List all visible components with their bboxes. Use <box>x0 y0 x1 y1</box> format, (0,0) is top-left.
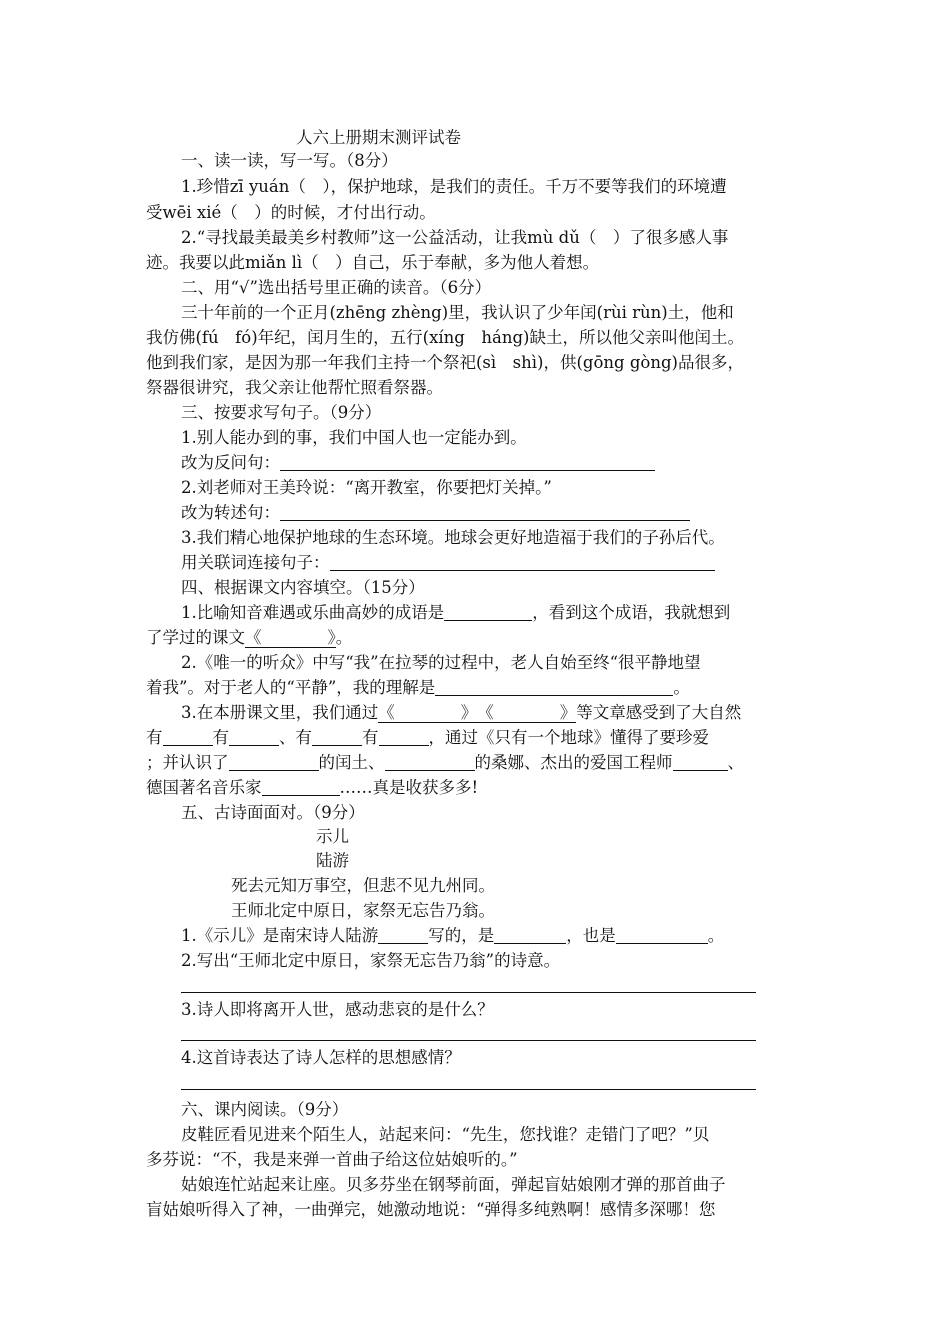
s1-q2-line2: 迹。我要以此miǎn lì（ ）自己，乐于奉献，多为他人着想。 <box>146 253 600 272</box>
answer-blank[interactable] <box>330 554 715 571</box>
answer-blank[interactable] <box>229 754 319 771</box>
section-6-heading: 六、课内阅读。（9分） <box>181 1100 349 1119</box>
answer-blank[interactable] <box>435 679 673 696</box>
answer-blank[interactable] <box>280 504 690 521</box>
s4-q3-text: 、 <box>727 753 744 772</box>
s3-q1-answer-line <box>146 451 655 475</box>
s6-passage-p1-line1: 皮鞋匠看见进来个陌生人，站起来问：“先生，您找谁？走错门了吧？”贝 <box>181 1125 710 1144</box>
answer-blank[interactable] <box>379 729 429 746</box>
s6-passage-p2-line2: 盲姑娘听得入了神，一曲弹完，她激动地说：“弹得多纯熟啊！感情多深哪！您 <box>146 1200 716 1219</box>
section-4-heading: 四、根据课文内容填空。（15分） <box>181 578 425 597</box>
s4-q3-line1 <box>146 701 741 725</box>
answer-blank[interactable] <box>616 927 708 944</box>
answer-blank[interactable] <box>312 729 362 746</box>
s4-q3-text: 、有 <box>279 728 312 747</box>
s3-q3-answer-line <box>146 551 715 575</box>
s4-q3-text: 有 <box>146 728 163 747</box>
s5-q4: 4.这首诗表达了诗人怎样的思想感情？ <box>181 1048 461 1067</box>
book-title-blank[interactable]: 《 》 <box>378 703 469 722</box>
s4-q2-line1: 2.《唯一的听众》中写“我”在拉琴的过程中，老人自始至终“很平静地望 <box>181 653 701 672</box>
s4-q2-text: 着我”。对于老人的“平静”，我的理解是 <box>146 678 436 697</box>
answer-line[interactable] <box>181 1089 756 1090</box>
section-5-heading: 五、古诗面面对。（9分） <box>181 803 365 822</box>
s4-q3-line4 <box>146 776 478 800</box>
s4-q2-text: 。 <box>673 678 690 697</box>
s6-passage-p1-line2: 多芬说：“不，我是来弹一首曲子给这位姑娘听的。” <box>146 1150 518 1169</box>
s4-q3-text: 的闰土、 <box>318 753 385 772</box>
s4-q3-text: 的桑娜、杰出的爱国工程师 <box>474 753 673 772</box>
poem-line-1: 死去元知万事空，但悲不见九州同。 <box>231 876 495 895</box>
section-2-heading: 二、用“√”选出括号里正确的读音。（6分） <box>181 278 492 297</box>
poem-title: 示儿 <box>316 827 349 846</box>
answer-line[interactable] <box>181 1040 756 1041</box>
s4-q1-text: 。 <box>335 628 353 647</box>
s4-q1-line1 <box>146 601 730 625</box>
s2-passage-line4: 祭器很讲究，我父亲让他帮忙照看祭器。 <box>146 378 443 397</box>
s3-q2-answer-line <box>146 501 690 525</box>
s4-q3-text: ；并认识了 <box>146 753 229 772</box>
s5-q2: 2.写出“王师北定中原日，家祭无忘告乃翁”的诗意。 <box>181 951 561 970</box>
exam-title: 人六上册期末测评试卷 <box>296 128 461 147</box>
book-title-blank[interactable]: 《 》 <box>485 703 577 722</box>
s4-q1-text: 了学过的课文 <box>146 628 245 647</box>
s2-passage-line2: 我仿佛(fú fó)年纪，闰月生的，五行(xíng háng)缺土，所以他父亲叫他闰土。 <box>146 328 744 347</box>
s4-q2-line2 <box>146 676 690 700</box>
s3-q1: 1.别人能办到的事，我们中国人也一定能办到。 <box>181 428 527 447</box>
s4-q1-line2 <box>146 626 352 650</box>
s4-q3-text: 有 <box>362 728 379 747</box>
s3-q3: 3.我们精心地保护地球的生态环境。地球会更好地造福于我们的子孙后代。 <box>181 528 725 547</box>
answer-line[interactable] <box>181 992 756 993</box>
answer-blank[interactable] <box>229 729 279 746</box>
s1-q1-line1: 1.珍惜zī yuán（ ），保护地球，是我们的责任。千万不要等我们的环境遭 <box>181 177 727 196</box>
answer-blank[interactable] <box>280 454 655 471</box>
s4-q3-line2 <box>146 726 709 750</box>
s1-q2-line1: 2.“寻找最美最美乡村教师”这一公益活动，让我mù dǔ（ ）了很多感人事 <box>181 228 729 247</box>
s5-q1-text: 1.《示儿》是南宋诗人陆游 <box>181 926 379 945</box>
s4-q3-text: 德国著名音乐家 <box>146 778 262 797</box>
answer-blank[interactable] <box>378 927 428 944</box>
s4-q3-text: ……真是收获多多! <box>339 778 479 797</box>
s3-q1-prompt: 改为反问句： <box>181 453 280 472</box>
s4-q3-line3 <box>146 751 744 775</box>
s5-q1 <box>146 924 724 948</box>
s2-passage-line3: 他到我们家，是因为那一年我们主持一个祭祀(sì shì)，供(gōng gòng)品很多， <box>146 353 744 372</box>
poem-line-2: 王师北定中原日，家祭无忘告乃翁。 <box>231 901 495 920</box>
answer-blank[interactable] <box>444 604 532 621</box>
section-3-heading: 三、按要求写句子。（9分） <box>181 403 382 422</box>
poem-author: 陆游 <box>316 851 349 870</box>
s6-passage-p2-line1: 姑娘连忙站起来让座。贝多芬坐在钢琴前面，弹起盲姑娘刚才弹的那首曲子 <box>181 1175 726 1194</box>
s4-q3-text: 有 <box>212 728 229 747</box>
answer-blank[interactable] <box>385 754 475 771</box>
s2-passage-line1: 三十年前的一个正月(zhēng zhèng)里，我认识了少年闰(rùi rùn)土，他和 <box>181 303 734 322</box>
s4-q3-text: 3.在本册课文里，我们通过 <box>181 703 379 722</box>
book-title-blank[interactable]: 《 》 <box>245 628 336 647</box>
s4-q1-text: ，看到这个成语，我就想到 <box>532 603 731 622</box>
s5-q1-text: 。 <box>707 926 725 945</box>
s5-q3: 3.诗人即将离开人世，感动悲哀的是什么？ <box>181 1000 494 1019</box>
s4-q3-text: ，通过《只有一个地球》懂得了要珍爱 <box>428 728 709 747</box>
s3-q2: 2.刘老师对王美玲说：“离开教室，你要把灯关掉。” <box>181 478 552 497</box>
s4-q3-text: 等文章感受到了大自然 <box>576 703 742 722</box>
s3-q2-prompt: 改为转述句： <box>181 503 280 522</box>
answer-blank[interactable] <box>163 729 213 746</box>
answer-blank[interactable] <box>494 927 566 944</box>
answer-blank[interactable] <box>673 754 728 771</box>
answer-blank[interactable] <box>262 779 340 796</box>
s4-q1-text: 1.比喻知音难遇或乐曲高妙的成语是 <box>181 603 445 622</box>
s5-q1-text: ，也是 <box>566 926 616 945</box>
s5-q1-text: 写的，是 <box>428 926 495 945</box>
s1-q1-line2: 受wēi xié（ ）的时候，才付出行动。 <box>146 203 436 222</box>
s3-q3-prompt: 用关联词连接句子： <box>181 553 330 572</box>
section-1-heading: 一、读一读，写一写。（8分） <box>181 151 398 170</box>
